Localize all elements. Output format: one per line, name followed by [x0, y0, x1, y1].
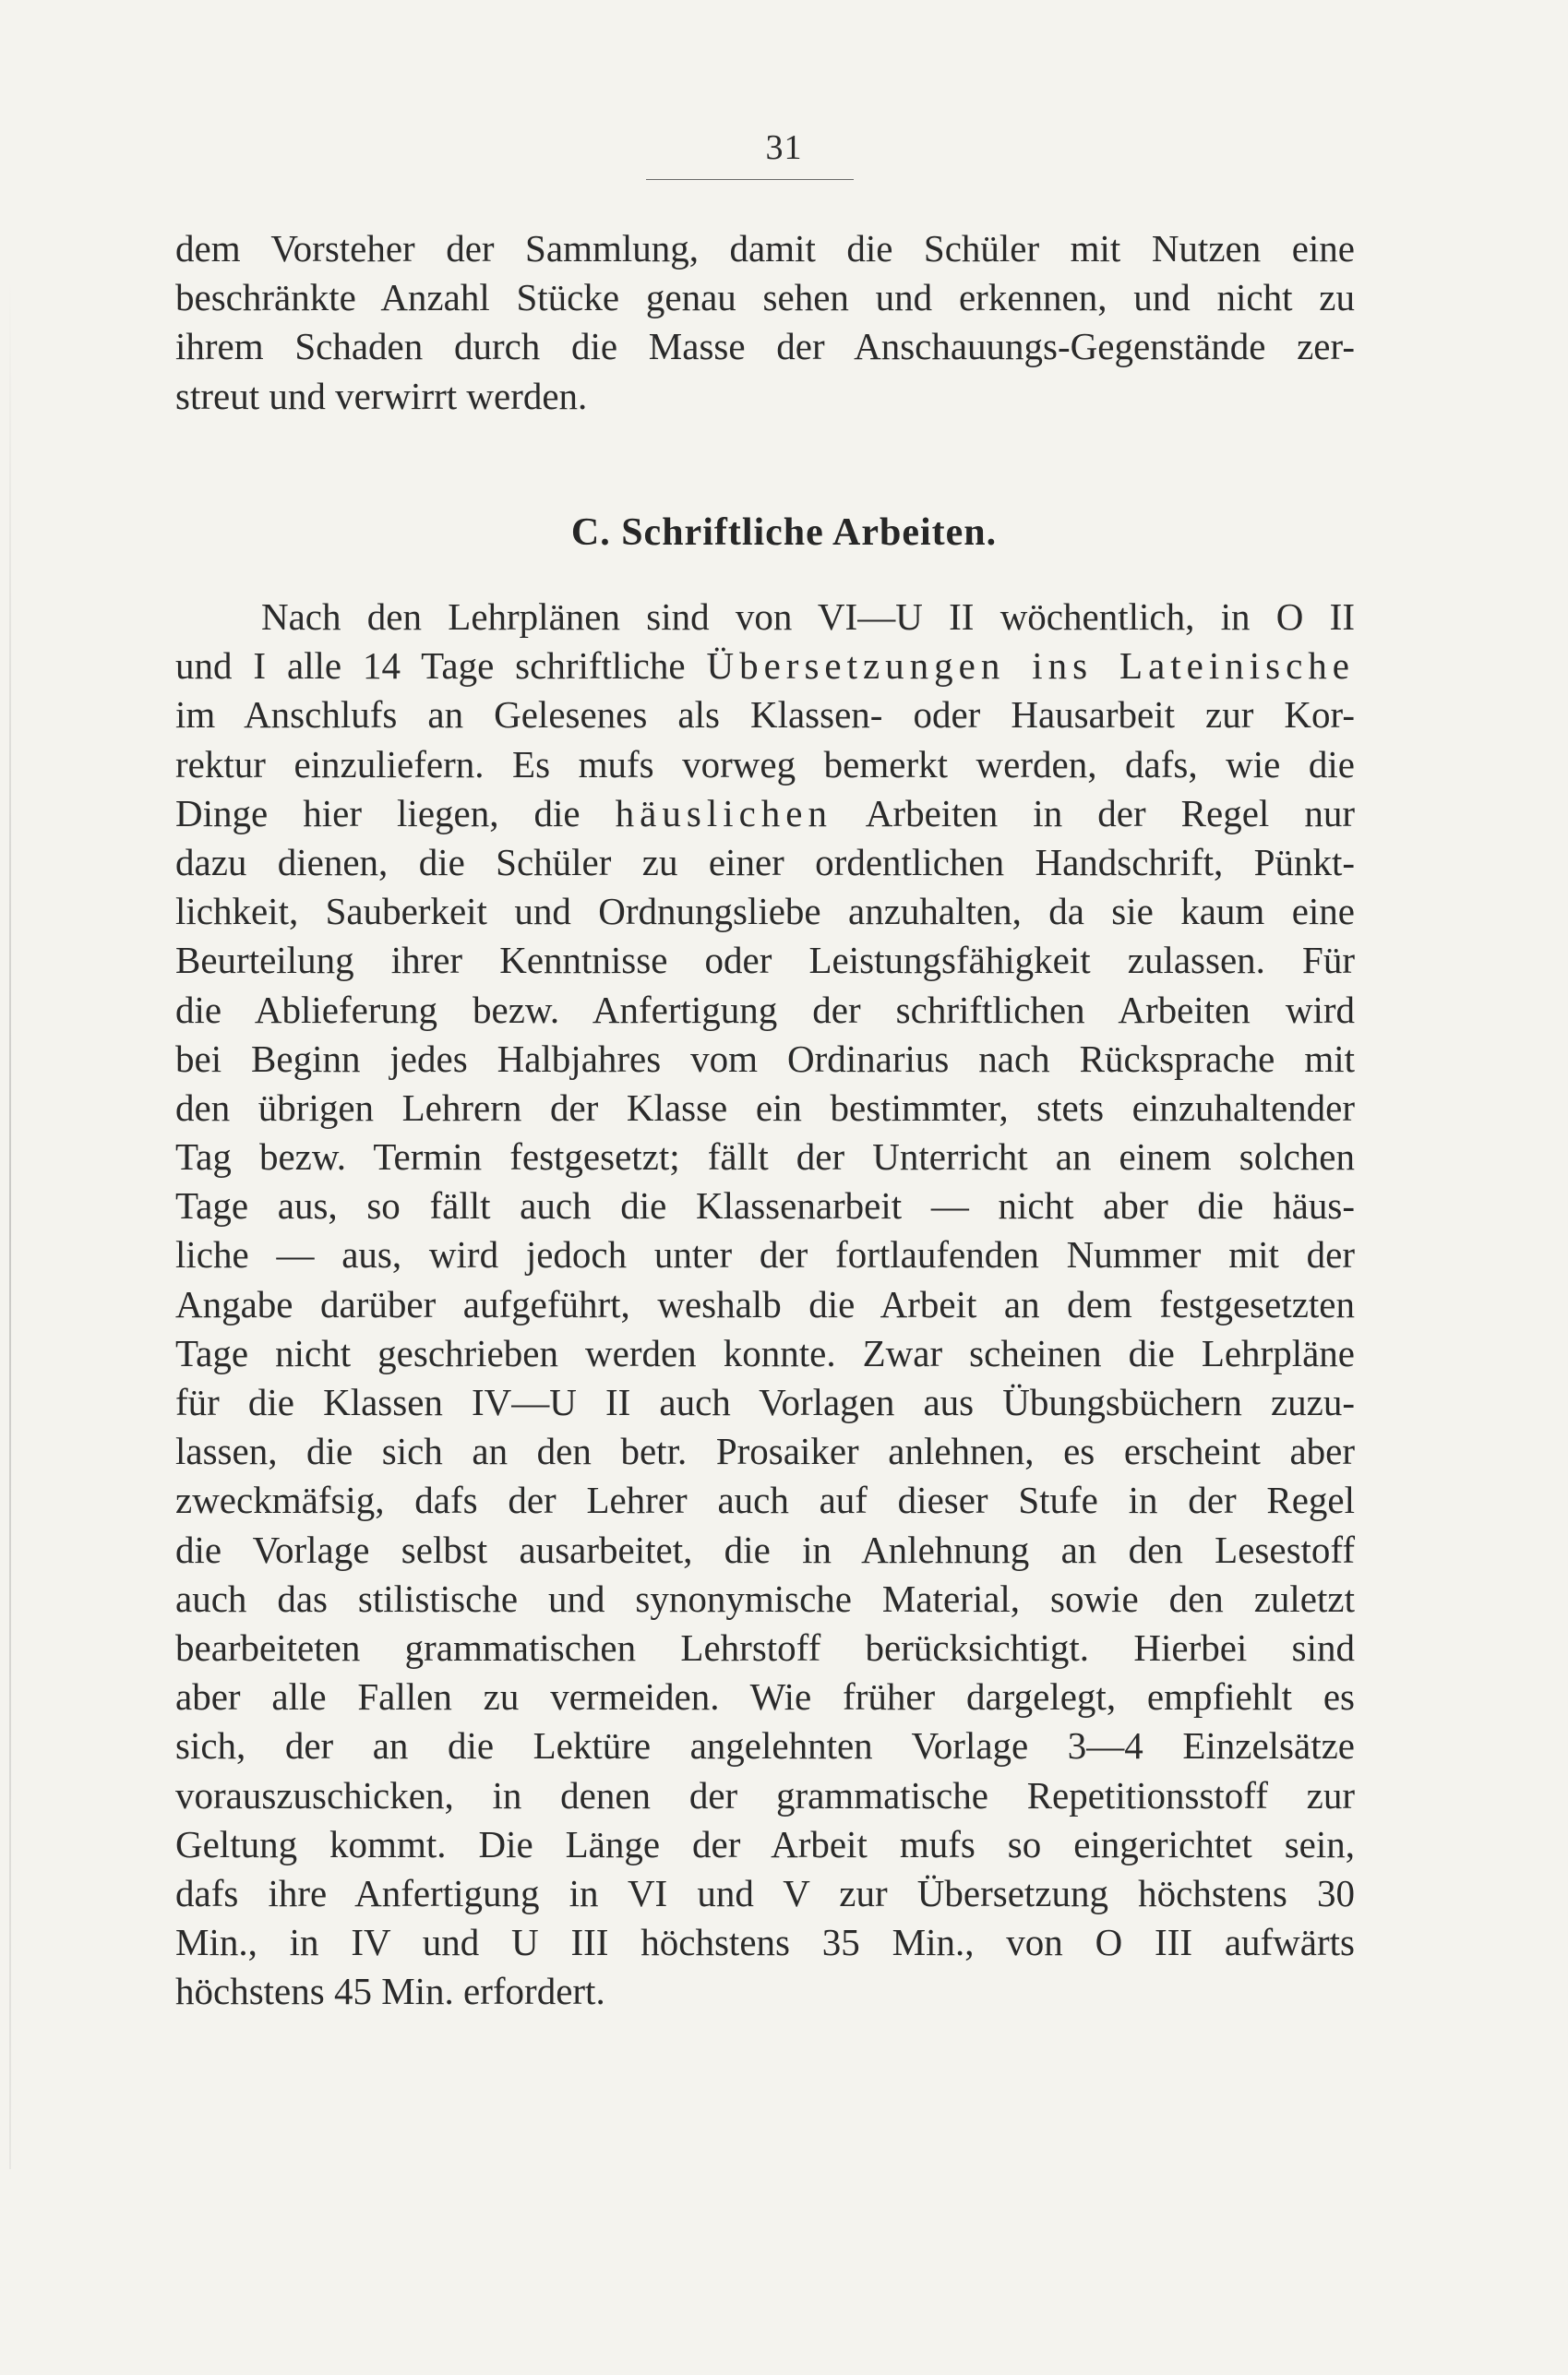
- text-line: sich, der an die Lektüre angelehnten Vorlage 3—4 Einzelsätze: [175, 1724, 1355, 1768]
- text-line: im Anschlufs an Gelesenes als Klassen- oder Hausarbeit zur Kor-: [175, 693, 1355, 737]
- text-line: rektur einzuliefern. Es mufs vorweg bemerkt werden, dafs, wie die: [175, 742, 1355, 786]
- text-line: Beurteilung ihrer Kenntnisse oder Leistungsfähigkeit zulassen. Für: [175, 939, 1355, 982]
- text-line: dazu dienen, die Schüler zu einer ordentlichen Handschrift, Pünkt-: [175, 840, 1355, 883]
- text-line: die Ablieferung bezw. Anfertigung der schriftlichen Arbeiten wird: [175, 988, 1355, 1031]
- text-line: den übrigen Lehrern der Klasse ein bestimmter, stets einzuhaltender: [175, 1086, 1355, 1129]
- text-line: bei Beginn jedes Halbjahres vom Ordinarius nach Rücksprache mit: [175, 1037, 1355, 1080]
- text-line: auch das stilistische und synonymische Material, sowie den zuletzt: [175, 1577, 1355, 1620]
- text-line: Min., in IV und U III höchstens 35 Min., von O III aufwärts: [175, 1921, 1355, 1964]
- text-line: Nach den Lehrplänen sind von VI—U II wöchentlich, in O II: [261, 595, 1355, 638]
- paragraph-schriftliche-arbeiten: [175, 593, 1355, 2016]
- section-heading: C. Schriftliche Arbeiten.: [570, 511, 998, 554]
- text-run: und I alle 14 Tage schriftliche: [175, 644, 707, 688]
- text-line: [175, 642, 1355, 690]
- text-line: höchstens 45 Min. erfordert.: [175, 1970, 605, 2013]
- text-line: Tag bezw. Termin festgesetzt; fällt der Unterricht an einem solchen: [175, 1135, 1355, 1179]
- text-line: lichkeit, Sauberkeit und Ordnungsliebe anzuhalten, da sie kaum eine: [175, 890, 1355, 933]
- text-line: Tage nicht geschrieben werden konnte. Zwar scheinen die Lehrpläne: [175, 1331, 1355, 1374]
- text-line: [175, 789, 1355, 838]
- page-number: 31: [765, 128, 803, 167]
- text-run: Dinge hier liegen, die: [175, 791, 616, 834]
- text-line: Geltung kommt. Die Länge der Arbeit mufs so eingerichtet sein,: [175, 1822, 1355, 1865]
- text-line: ihrem Schaden durch die Masse der Anschauungs-Gegenstände zer-: [175, 325, 1355, 368]
- page-edge-shadow: [9, 277, 11, 2169]
- text-line: zweckmäfsig, dafs der Lehrer auch auf dieser Stufe in der Regel: [175, 1479, 1355, 1522]
- emphasized-text: Übersetzungen ins Lateinische: [706, 644, 1355, 688]
- text-line: dem Vorsteher der Sammlung, damit die Schüler mit Nutzen eine: [175, 227, 1355, 270]
- text-line: vorauszuschicken, in denen der grammatische Repetitionsstoff zur: [175, 1773, 1355, 1817]
- emphasized-text: häuslichen: [615, 791, 833, 834]
- text-line: für die Klassen IV—U II auch Vorlagen aus Übungsbüchern zuzu-: [175, 1381, 1355, 1423]
- text-line: die Vorlage selbst ausarbeitet, die in Anlehnung an den Lesestoff: [175, 1528, 1355, 1571]
- text-line: bearbeiteten grammatischen Lehrstoff berücksichtigt. Hierbei sind: [175, 1625, 1355, 1669]
- text-run: Arbeiten in der Regel nur: [832, 791, 1355, 834]
- text-line: Angabe darüber aufgeführt, weshalb die Arbeit an dem festgesetzten: [175, 1282, 1355, 1325]
- text-line: Tage aus, so fällt auch die Klassenarbeit — nicht aber die häus-: [175, 1184, 1355, 1228]
- text-line: beschränkte Anzahl Stücke genau sehen und erkennen, und nicht zu: [175, 276, 1355, 319]
- text-line: liche — aus, wird jedoch unter der fortlaufenden Nummer mit der: [175, 1233, 1355, 1277]
- page-number-rule: [646, 179, 854, 180]
- paragraph-continuation: [175, 224, 1355, 421]
- text-line: aber alle Fallen zu vermeiden. Wie früher dargelegt, empfiehlt es: [175, 1675, 1355, 1719]
- text-line: lassen, die sich an den betr. Prosaiker anlehnen, es erscheint aber: [175, 1430, 1355, 1473]
- text-line: streut und verwirrt werden.: [175, 374, 588, 417]
- text-line: dafs ihre Anfertigung in VI und V zur Übersetzung höchstens 30: [175, 1871, 1355, 1914]
